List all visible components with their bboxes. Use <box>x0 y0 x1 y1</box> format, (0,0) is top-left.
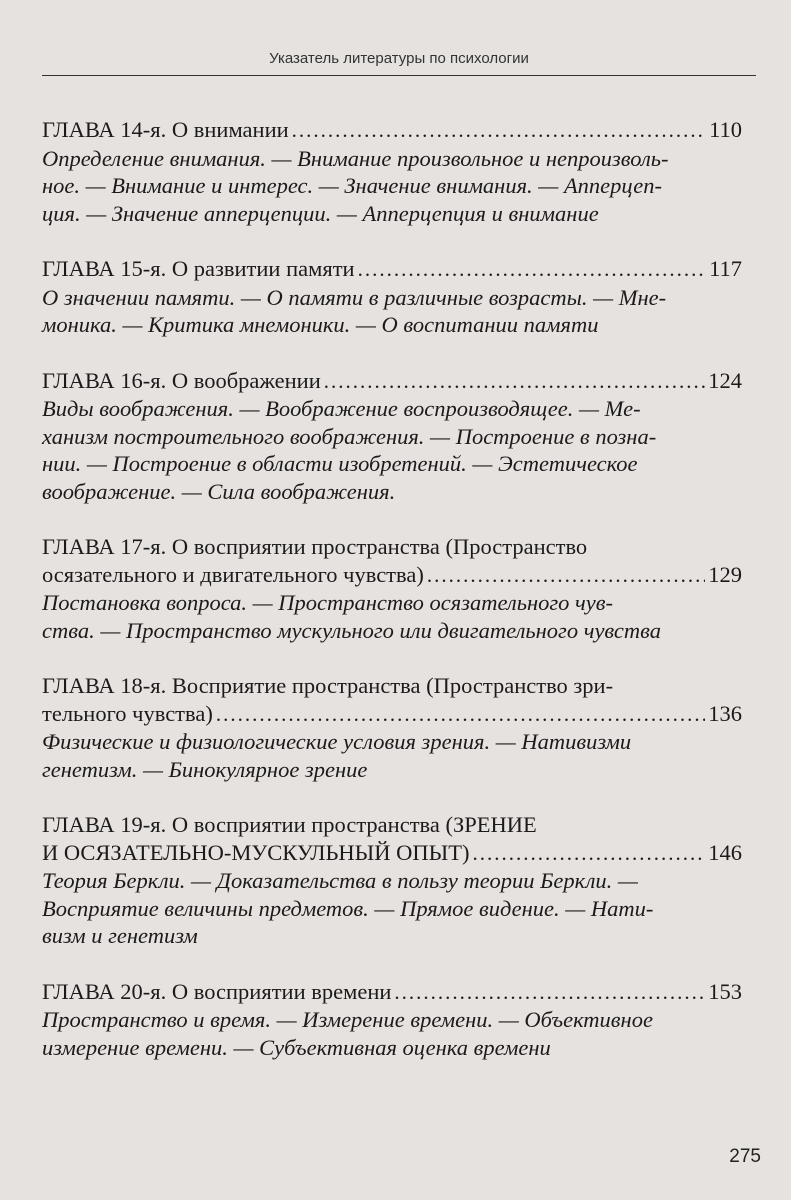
description-line: О значении памяти. — О памяти в различные возрасты. — Мне- <box>42 284 667 310</box>
chapter-title: ГЛАВА 14-я. О внимании <box>42 117 289 142</box>
description-line: Физические и физиологические условия зрения. — Нативизми <box>42 729 632 754</box>
chapter-description <box>42 1006 742 1061</box>
chapter-description <box>42 145 742 228</box>
chapter-title-line <box>42 839 742 868</box>
dot-leader <box>216 701 705 729</box>
description-line: ханизм построительного воображения. — Построение в позна- <box>42 423 657 449</box>
chapter-title-continued: И ОСЯЗАТЕЛЬНО-МУСКУЛЬНЫЙ ОПЫТ) <box>42 839 470 865</box>
description-line: генетизм. — Бинокулярное зрение <box>42 756 368 782</box>
chapter-title: ГЛАВА 15-я. О развитии памяти <box>42 256 355 281</box>
dot-leader <box>324 368 705 396</box>
chapter-page-number: 146 <box>708 839 742 865</box>
chapter-page-number: 153 <box>708 978 742 1004</box>
description-line: ция. — Значение апперцепции. — Апперцепция и внимание <box>42 200 599 226</box>
description-line: моника. — Критика мнемоники. — О воспитании памяти <box>42 312 599 337</box>
chapter-page-number: 124 <box>708 367 742 393</box>
dot-leader <box>427 562 705 590</box>
description-line: Восприятие величины предметов. — Прямое видение. — Нати- <box>42 895 654 921</box>
chapter-title-line <box>42 978 742 1007</box>
description-line: воображение. — Сила воображения. <box>42 478 396 504</box>
description-line: ства. — Пространство мускульного или двигательного чувства <box>42 617 662 643</box>
description-line: Виды воображения. — Воображение воспроизводящее. — Ме- <box>42 396 641 421</box>
chapter-title-line <box>42 561 742 590</box>
chapter-description <box>42 395 742 505</box>
description-line: ное. — Внимание и интерес. — Значение внимания. — Апперцеп- <box>42 173 662 198</box>
chapter-description <box>42 284 742 339</box>
running-head: Указатель литературы по психологии <box>269 50 529 67</box>
chapter-title: ГЛАВА 18-я. Восприятие пространства (Пространство зри- <box>42 673 614 698</box>
header-rule <box>42 75 756 76</box>
toc-entry-chapter-18 <box>42 672 742 783</box>
toc-entry-chapter-14 <box>42 116 742 227</box>
description-line: Постановка вопроса. — Пространство осязательного чув- <box>42 590 614 615</box>
toc-entry-chapter-19 <box>42 811 742 950</box>
description-line: нии. — Построение в области изобретений. — Эстетическое <box>42 451 638 476</box>
chapter-title-continued: тельного чувства) <box>42 700 213 726</box>
dot-leader <box>292 117 706 145</box>
chapter-title: ГЛАВА 19-я. О восприятии пространства (ЗРЕНИЕ <box>42 812 537 837</box>
chapter-description <box>42 867 742 950</box>
chapter-title: ГЛАВА 16-я. О воображении <box>42 367 321 393</box>
description-line: измерение времени. — Субъективная оценка времени <box>42 1034 551 1060</box>
chapter-page-number: 117 <box>709 256 742 281</box>
toc-entry-chapter-15 <box>42 255 742 339</box>
chapter-title-line <box>42 700 742 729</box>
dot-leader <box>394 979 705 1007</box>
chapter-page-number: 110 <box>709 117 742 142</box>
chapter-title-line <box>42 255 742 284</box>
chapter-title-line <box>42 116 742 145</box>
chapter-description <box>42 589 742 644</box>
toc-entry-chapter-16 <box>42 367 742 506</box>
toc-entry-chapter-17 <box>42 533 742 644</box>
dot-leader <box>358 256 707 284</box>
chapter-page-number: 136 <box>708 700 742 726</box>
chapter-title-line <box>42 367 742 396</box>
page-number: 275 <box>729 1146 761 1167</box>
description-line: Пространство и время. — Измерение времени. — Объективное <box>42 1007 653 1032</box>
chapter-description <box>42 728 742 783</box>
chapter-page-number: 129 <box>708 561 742 587</box>
dot-leader <box>473 840 706 868</box>
description-line: визм и генетизм <box>42 923 198 948</box>
description-line: Теория Беркли. — Доказательства в пользу теории Беркли. — <box>42 868 638 893</box>
toc-entry-chapter-20 <box>42 978 742 1062</box>
table-of-contents <box>42 116 742 1089</box>
chapter-title-continued: осязательного и двигательного чувства) <box>42 561 424 587</box>
chapter-title: ГЛАВА 20-я. О восприятии времени <box>42 978 392 1004</box>
description-line: Определение внимания. — Внимание произвольное и непроизволь- <box>42 145 669 171</box>
chapter-title: ГЛАВА 17-я. О восприятии пространства (Пространство <box>42 534 588 559</box>
